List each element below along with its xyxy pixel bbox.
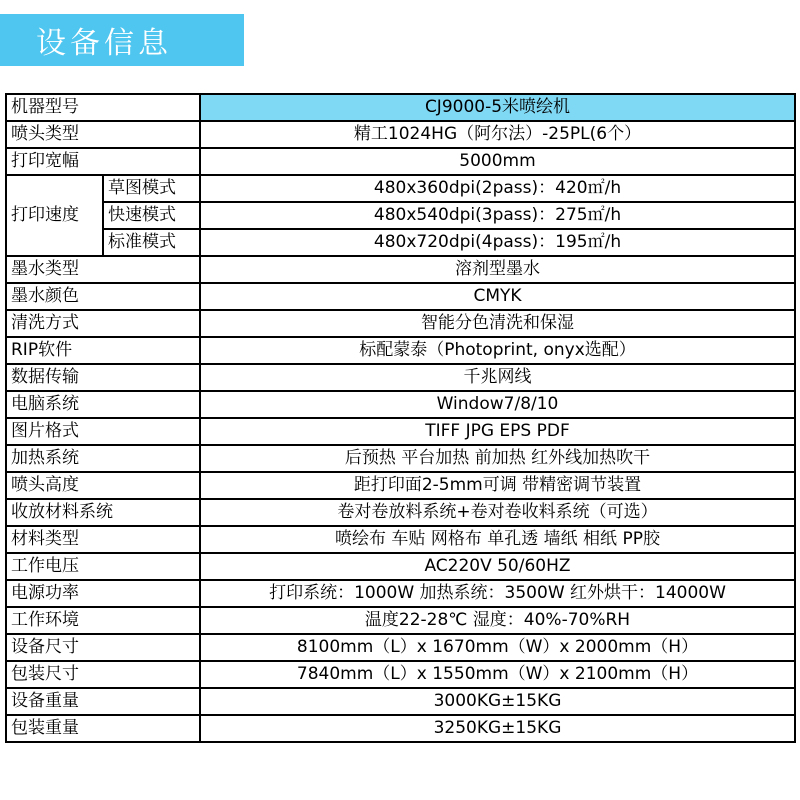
table-row — [6, 283, 795, 310]
row-label: 喷头类型 — [6, 121, 200, 148]
row-label: 打印宽幅 — [6, 148, 200, 175]
table-row — [6, 526, 795, 553]
section-title: 设备信息 — [36, 26, 172, 61]
row-label: 清洗方式 — [6, 310, 200, 337]
table-row — [6, 418, 795, 445]
row-value: 精工1024HG（阿尔法）-25PL(6个） — [200, 121, 795, 148]
row-label: 设备尺寸 — [6, 634, 200, 661]
table-row — [6, 553, 795, 580]
speed-mode-label: 快速模式 — [103, 202, 200, 229]
row-value: 溶剂型墨水 — [200, 256, 795, 283]
speed-mode-value: 480x540dpi(3pass)：275㎡/h — [200, 202, 795, 229]
row-value: CJ9000-5米喷绘机 — [200, 94, 795, 121]
table-row — [6, 499, 795, 526]
table-row — [6, 715, 795, 742]
row-value: 3250KG±15KG — [200, 715, 795, 742]
table-row — [6, 175, 795, 202]
row-label: 墨水类型 — [6, 256, 200, 283]
row-label: 机器型号 — [6, 94, 200, 121]
table-row — [6, 94, 795, 121]
row-value: 3000KG±15KG — [200, 688, 795, 715]
table-row — [6, 391, 795, 418]
row-value: 温度22-28℃ 湿度：40%-70%RH — [200, 607, 795, 634]
row-label: 加热系统 — [6, 445, 200, 472]
row-label: 图片格式 — [6, 418, 200, 445]
row-label: 包装重量 — [6, 715, 200, 742]
table-row — [6, 445, 795, 472]
row-value: AC220V 50/60HZ — [200, 553, 795, 580]
row-label: 设备重量 — [6, 688, 200, 715]
table-row — [6, 472, 795, 499]
row-value: 喷绘布 车贴 网格布 单孔透 墙纸 相纸 PP胶 — [200, 526, 795, 553]
row-label: 工作环境 — [6, 607, 200, 634]
speed-mode-label: 草图模式 — [103, 175, 200, 202]
speed-group-label: 打印速度 — [6, 175, 103, 256]
row-value: 卷对卷放料系统+卷对卷收料系统（可选） — [200, 499, 795, 526]
row-label: 收放材料系统 — [6, 499, 200, 526]
table-row — [6, 310, 795, 337]
row-label: 数据传输 — [6, 364, 200, 391]
row-value: 5000mm — [200, 148, 795, 175]
table-row — [6, 634, 795, 661]
row-label: 电源功率 — [6, 580, 200, 607]
row-value: 智能分色清洗和保湿 — [200, 310, 795, 337]
spec-table — [5, 93, 796, 743]
table-row — [6, 229, 795, 256]
row-label: 电脑系统 — [6, 391, 200, 418]
row-value: 千兆网线 — [200, 364, 795, 391]
row-label: 喷头高度 — [6, 472, 200, 499]
row-value: 打印系统：1000W 加热系统：3500W 红外烘干：14000W — [200, 580, 795, 607]
row-label: RIP软件 — [6, 337, 200, 364]
speed-mode-value: 480x720dpi(4pass)：195㎡/h — [200, 229, 795, 256]
speed-mode-label: 标准模式 — [103, 229, 200, 256]
row-label: 工作电压 — [6, 553, 200, 580]
row-value: TIFF JPG EPS PDF — [200, 418, 795, 445]
table-row — [6, 580, 795, 607]
row-value: 后预热 平台加热 前加热 红外线加热吹干 — [200, 445, 795, 472]
row-value: CMYK — [200, 283, 795, 310]
table-row — [6, 148, 795, 175]
table-row — [6, 202, 795, 229]
table-row — [6, 607, 795, 634]
table-row — [6, 688, 795, 715]
row-label: 墨水颜色 — [6, 283, 200, 310]
table-row — [6, 256, 795, 283]
row-value: Window7/8/10 — [200, 391, 795, 418]
table-row — [6, 337, 795, 364]
row-value: 标配蒙泰（Photoprint, onyx选配） — [200, 337, 795, 364]
table-row — [6, 661, 795, 688]
row-value: 距打印面2-5mm可调 带精密调节装置 — [200, 472, 795, 499]
row-value: 8100mm（L）x 1670mm（W）x 2000mm（H） — [200, 634, 795, 661]
table-row — [6, 121, 795, 148]
row-label: 包装尺寸 — [6, 661, 200, 688]
table-row — [6, 364, 795, 391]
row-label: 材料类型 — [6, 526, 200, 553]
section-title-banner — [0, 14, 244, 66]
speed-mode-value: 480x360dpi(2pass)：420㎡/h — [200, 175, 795, 202]
row-value: 7840mm（L）x 1550mm（W）x 2100mm（H） — [200, 661, 795, 688]
